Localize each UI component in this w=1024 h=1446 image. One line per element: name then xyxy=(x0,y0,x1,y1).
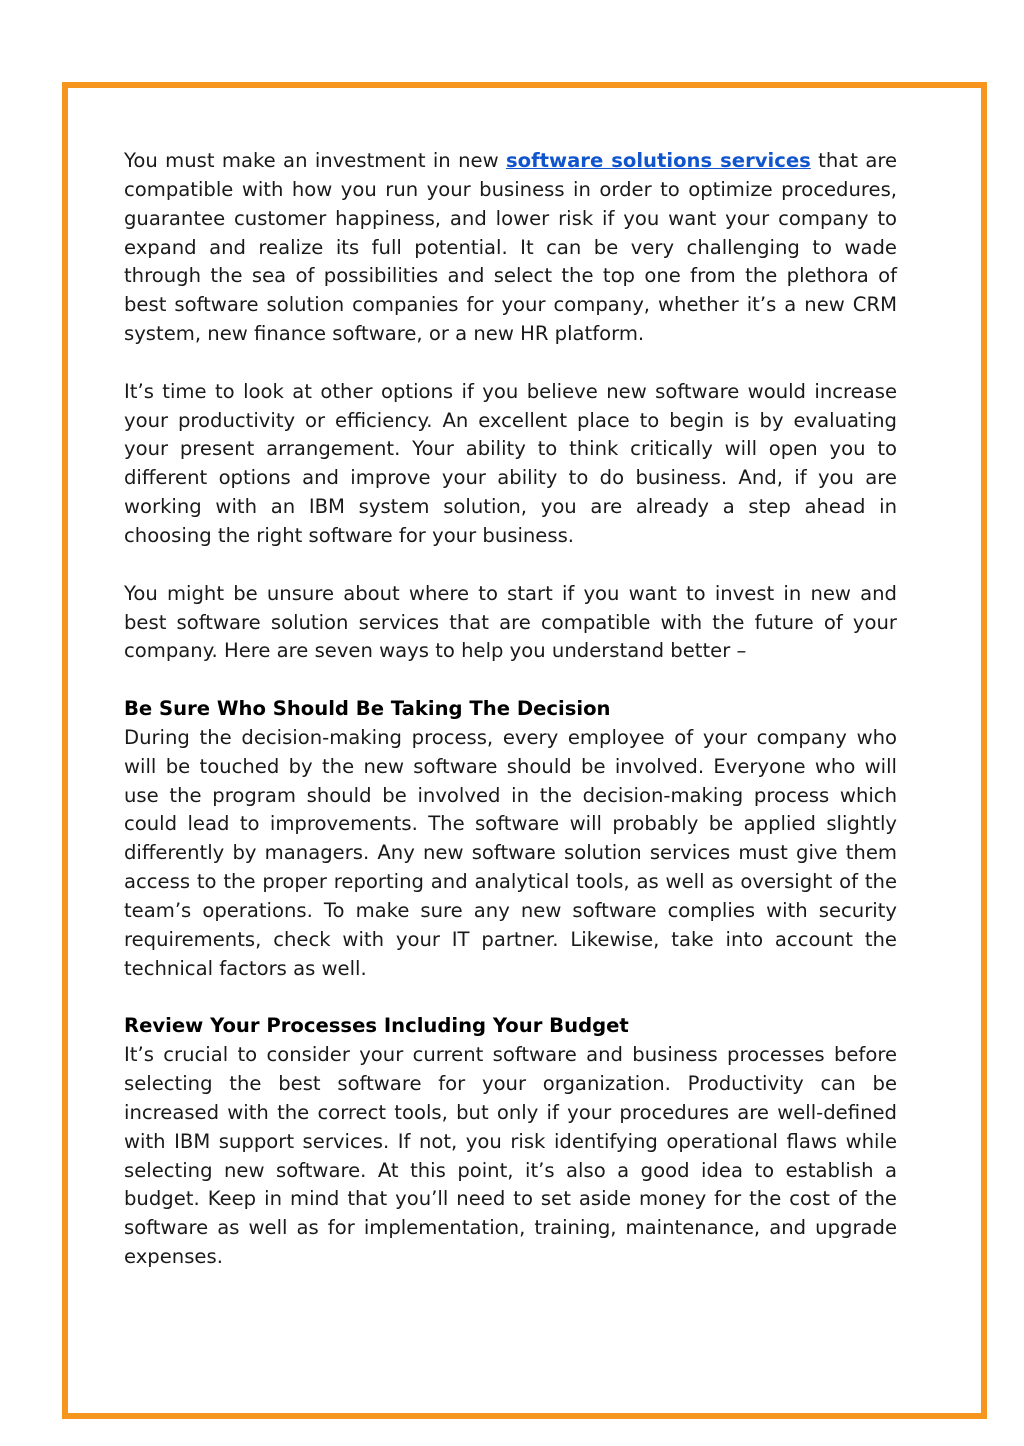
software-solutions-services-link[interactable]: software solutions services xyxy=(505,149,811,172)
section-body-decision: During the decision-making process, every employee of your company who will be touched by the new software should be involved. Everyone who will use the program should be involved in the decision-making process which could lead to improvements. The software will probably be applied slightly differently by managers. Any new software solution services must give them access to the proper reporting and analytical tools, as well as oversight of the team’s operations. To make sure any new software complies with security requirements, check with your IT partner. Likewise, take into account the technical factors as well. xyxy=(124,725,897,980)
document-body xyxy=(124,147,897,1301)
paragraph-options: It’s time to look at other options if you believe new software would increase your productivity or efficiency. An excellent place to begin is by evaluating your present arrangement. Your ability to think critically will open you to different options and improve your ability to do business. And, if you are working with an IBM system solution, you are already a step ahead in choosing the right software for your business. xyxy=(124,379,897,547)
section-heading-decision: Be Sure Who Should Be Taking The Decision xyxy=(124,697,611,721)
intro-text-before-link: You must make an investment in new xyxy=(124,149,506,172)
intro-text-after-link: that are compatible with how you run your business in order to optimize procedures, guarantee customer happiness, and lower risk if you want your company to expand and realize its full potential. It can be very challenging to wade through the sea of possibilities and select the top one from the plethora of best software solution companies for your company, whether it’s a new CRM system, new finance software, or a new HR platform. xyxy=(124,149,898,346)
section-body-processes-budget: It’s crucial to consider your current software and business processes before selecting the best software for your organization. Productivity can be increased with the correct tools, but only if your procedures are well-defined with IBM support services. If not, you risk identifying operational flaws while selecting new software. At this point, it’s also a good idea to establish a budget. Keep in mind that you’ll need to set aside money for the cost of the software as well as for implementation, training, maintenance, and upgrade expenses. xyxy=(124,1043,897,1269)
paragraph-where-to-start: You might be unsure about where to start if you want to invest in new and best software solution services that are compatible with the future of your company. Here are seven ways to help you understand better – xyxy=(124,581,897,663)
intro-paragraph xyxy=(124,147,897,349)
section-heading-processes-budget: Review Your Processes Including Your Budget xyxy=(124,1014,629,1038)
